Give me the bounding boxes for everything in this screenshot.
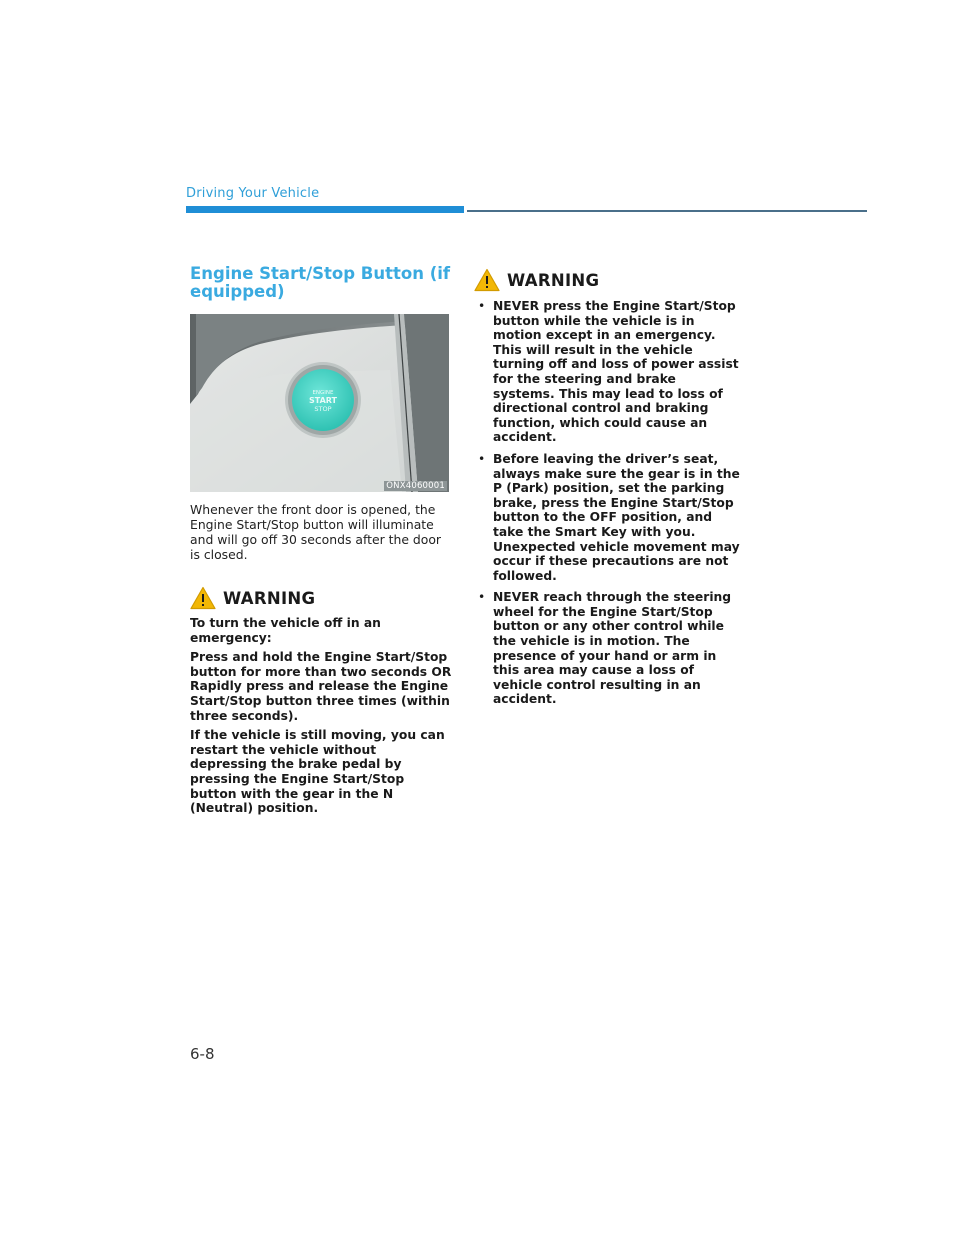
warning-header (190, 586, 452, 610)
list-item: • NEVER press the Engine Start/Stop button while the vehicle is in motion except in an emergency. This will result in the vehicle turning off and loss of power assist for the steering and brake systems. This may lead to loss of directional control and braking function, which could cause an accident. (478, 299, 739, 445)
warning-paragraph: To turn the vehicle off in an emergency: (190, 616, 381, 645)
dashboard-illustration (190, 314, 449, 492)
button-text-start: START (308, 396, 338, 405)
page-number: 6-8 (190, 1045, 215, 1063)
warning-paragraph: Press and hold the Engine Start/Stop button for more than two seconds OR Rapidly press and release the Engine Start/Stop button three times (within three seconds). (190, 650, 452, 723)
figure-code: ONX4060001 (386, 481, 445, 491)
warning-triangle-icon (474, 268, 500, 292)
body-paragraph: Whenever the front door is opened, the Engine Start/Stop button will illuminate and will go off 30 seconds after the door is closed. (190, 502, 442, 562)
warning-label: WARNING (507, 270, 600, 290)
list-item: • Before leaving the driver’s seat, always make sure the gear is in the P (Park) position, set the parking brake, press the Engine Start/Stop button to the OFF position, and take the Smart Key with you. Unexpected vehicle movement may occur if these precautions are not followed. (478, 451, 740, 583)
right-column (474, 265, 740, 714)
left-column (190, 265, 452, 816)
bullet-text: NEVER reach through the steering wheel for the Engine Start/Stop button or any other control while the vehicle is in motion. The presence of your hand or arm in this area may cause a loss of vehicle control resulting in an accident. (493, 590, 732, 707)
warning-paragraph: If the vehicle is still moving, you can restart the vehicle without depressing the brake pedal by pressing the Engine Start/Stop button with the gear in the N (Neutral) position. (190, 728, 445, 816)
section-title: Driving Your Vehicle (186, 186, 320, 201)
header-rule (467, 210, 867, 212)
section-heading: Engine Start/Stop Button (if equipped) (190, 264, 451, 301)
button-text-engine: ENGINE (312, 390, 334, 396)
bullet-text: Before leaving the driver’s seat, always make sure the gear is in the P (Park) position, set the parking brake, press the Engine Start/Stop button to the OFF position, and take the Smart Key with you. Unexpected vehicle movement may occur if these precautions are not followed. (493, 451, 740, 583)
header-rule-accent (186, 206, 464, 213)
warning-label: WARNING (223, 588, 316, 608)
button-text-stop: STOP (314, 405, 332, 413)
bullet-text: NEVER press the Engine Start/Stop button while the vehicle is in motion except in an emergency. This will result in the vehicle turning off and loss of power assist for the steering and brake systems. This may lead to loss of directional control and braking function, which could cause an accident. (493, 299, 739, 445)
warning-triangle-icon (190, 586, 216, 610)
warning-header (474, 268, 740, 292)
warning-bullet-list (474, 299, 740, 707)
list-item: • NEVER reach through the steering wheel for the Engine Start/Stop button or any other control while the vehicle is in motion. The presence of your hand or arm in this area may cause a loss of vehicle control resulting in an accident. (478, 590, 732, 707)
engine-start-button-illustration (190, 314, 449, 492)
